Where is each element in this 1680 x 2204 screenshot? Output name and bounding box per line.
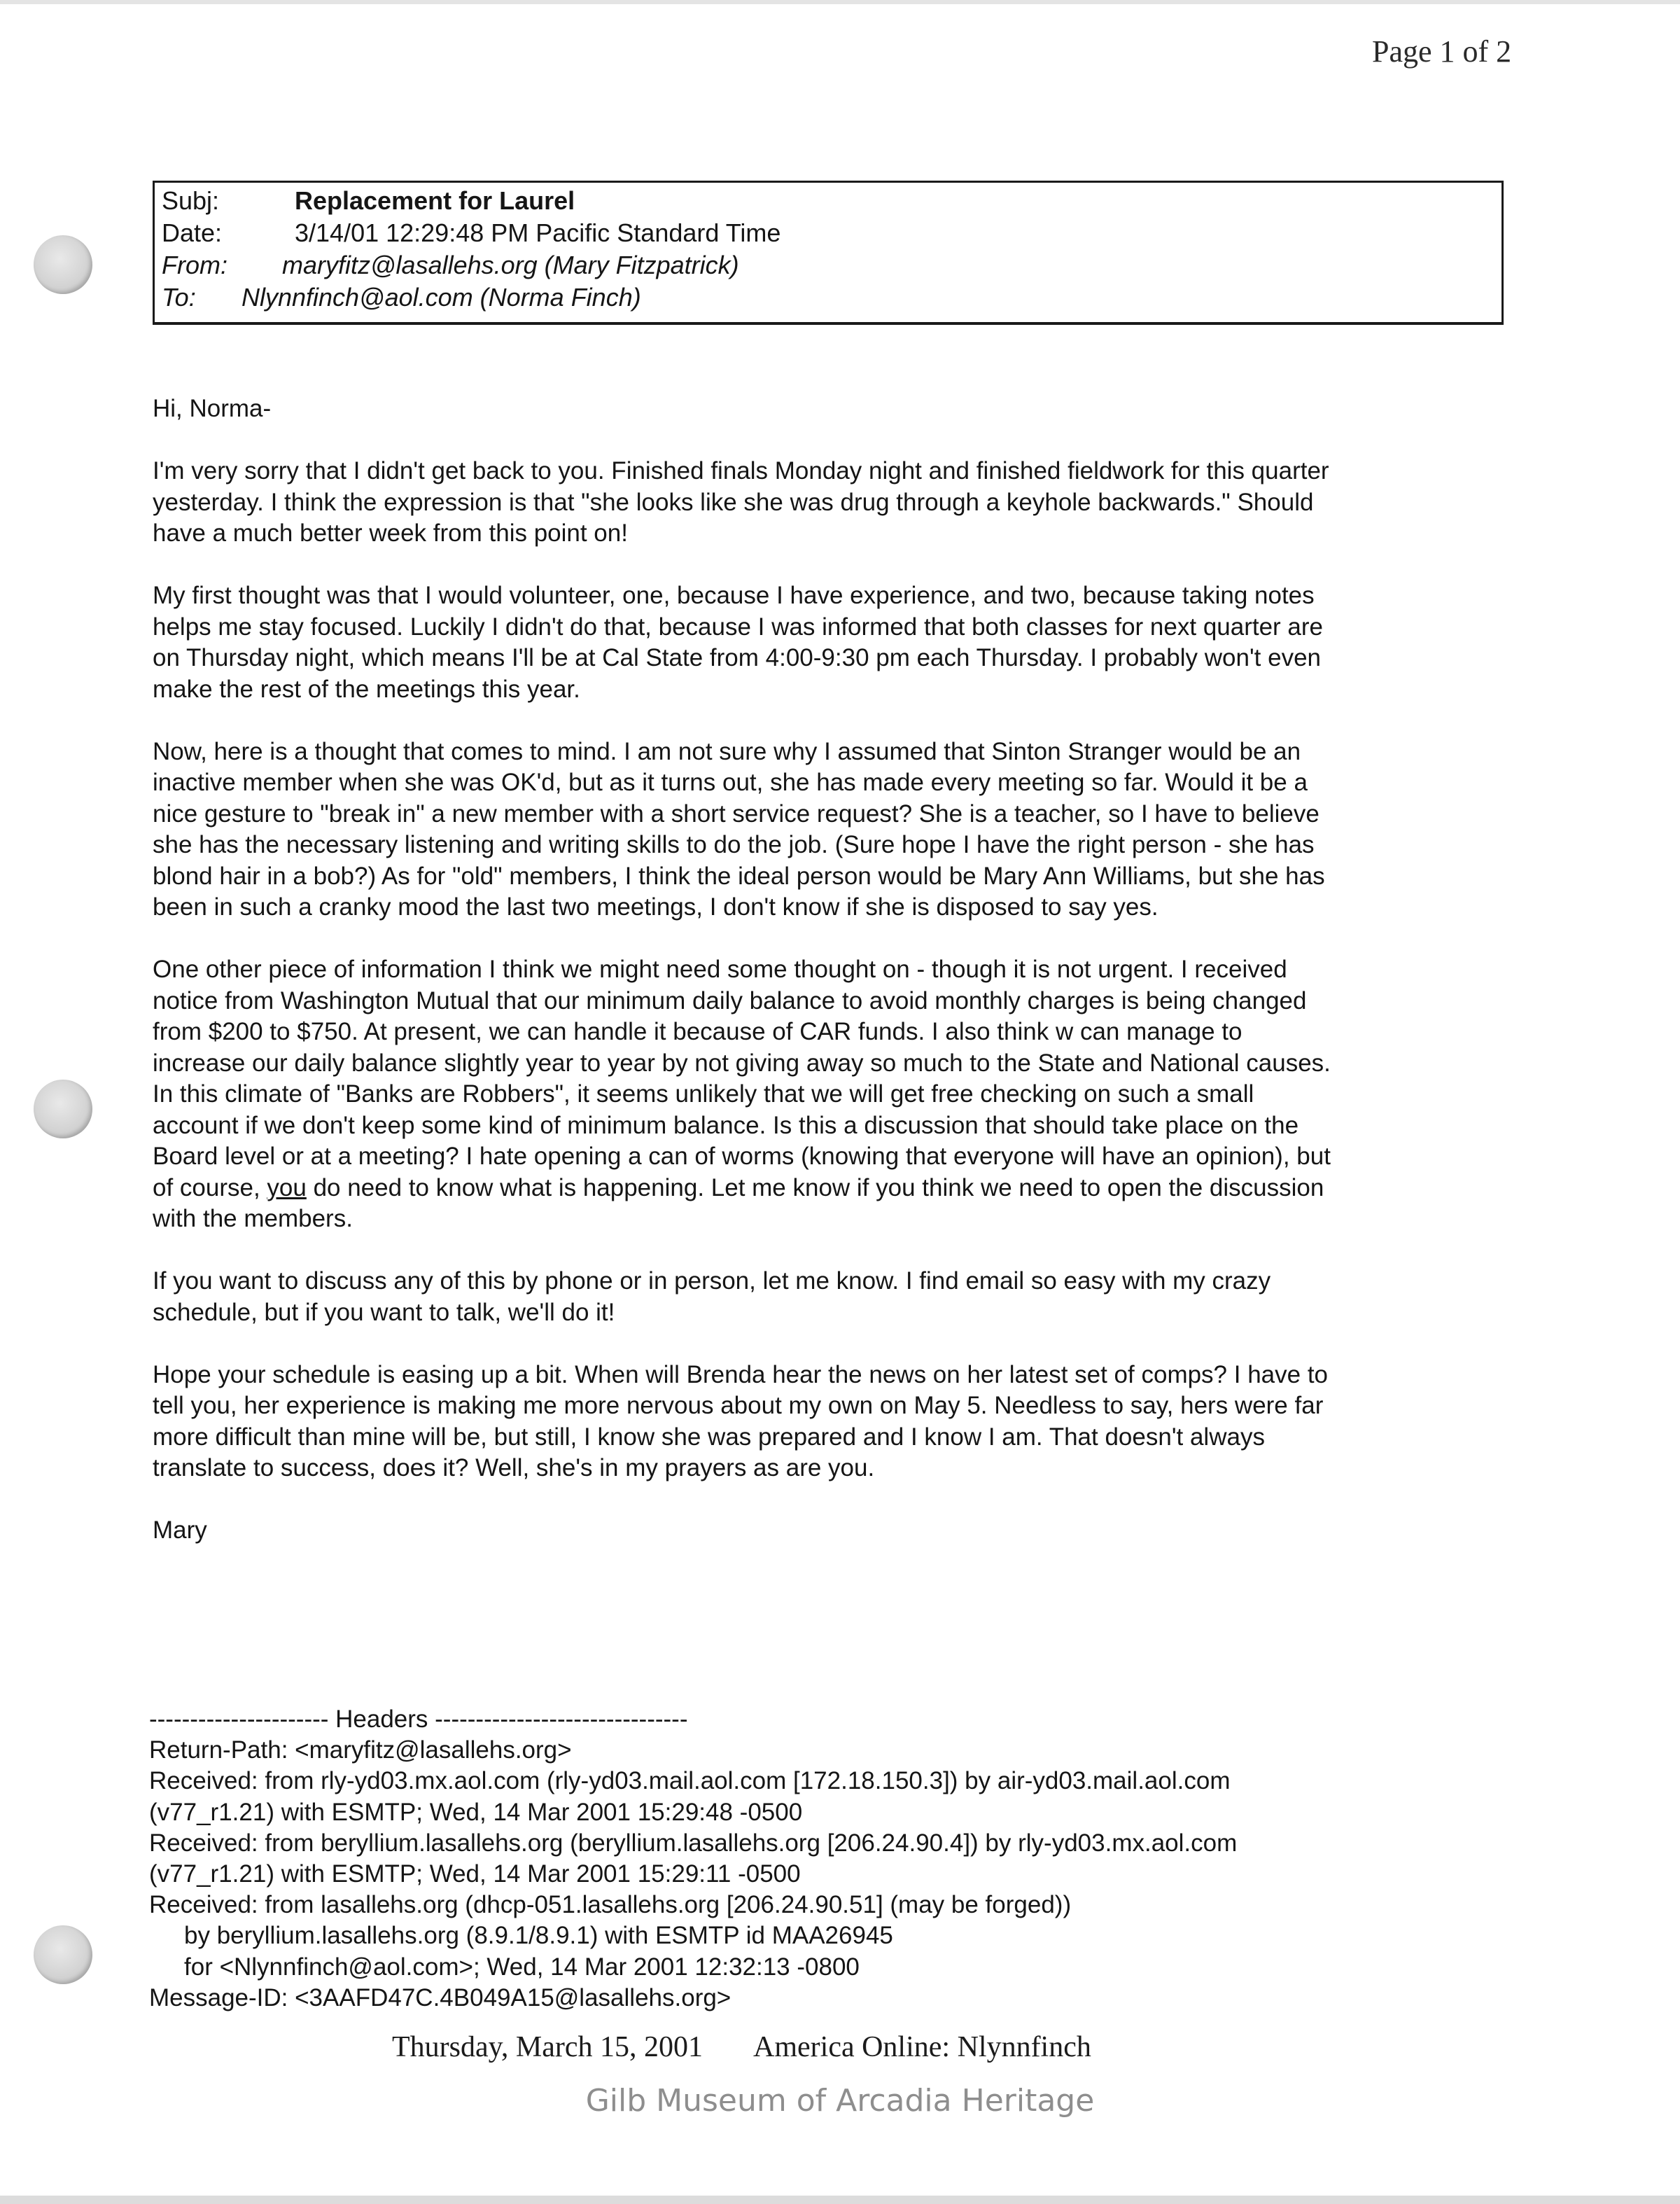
body-line: In this climate of "Banks are Robbers", it seems unlikely that we will get free checking on such a small <box>153 1080 1254 1108</box>
date-label: Date: <box>162 218 223 247</box>
body-line: increase our daily balance slightly year to year by not giving away so much to the State and National causes. <box>153 1049 1331 1077</box>
body-line: have a much better week from this point on! <box>153 519 628 547</box>
header-line: Received: from rly-yd03.mx.aol.com (rly-yd03.mail.aol.com [172.18.150.3]) by air-yd03.mail.aol.com <box>149 1767 1231 1795</box>
body-line <box>153 1173 1511 1204</box>
paragraph-4 <box>153 954 1511 1235</box>
body-line: account if we don't keep some kind of minimum balance. Is this a discussion that should take place on the <box>153 1111 1299 1139</box>
footer-date: Thursday, March 15, 2001 <box>392 2031 704 2063</box>
body-line: make the rest of the meetings this year. <box>153 675 580 703</box>
date-row <box>162 218 780 249</box>
headers-title: ---------------------- Headers ------------------------------- <box>149 1706 688 1733</box>
greeting <box>153 393 1511 425</box>
body-line: been in such a cranky mood the last two meetings, I don't know if she is disposed to say yes. <box>153 893 1158 921</box>
greeting-line: Hi, Norma- <box>153 395 272 422</box>
body-line: nice gesture to "break in" a new member with a short service request? She is a teacher, so I have to believe <box>153 800 1320 828</box>
body-line: from $200 to $750. At present, we can handle it because of CAR funds. I also think w can manage to <box>153 1018 1242 1045</box>
date-value: 3/14/01 12:29:48 PM Pacific Standard Time <box>295 218 781 247</box>
header-line: for <Nlynnfinch@aol.com>; Wed, 14 Mar 2001 12:32:13 -0800 <box>184 1953 860 1981</box>
from-row <box>162 250 739 281</box>
body-line: yesterday. I think the expression is that "she looks like she was drug through a keyhole backwards." Should <box>153 488 1314 516</box>
body-line: Hope your schedule is easing up a bit. When will Brenda hear the news on her latest set of comps? I have to <box>153 1360 1329 1388</box>
body-line: schedule, but if you want to talk, we'll do it! <box>153 1298 615 1326</box>
to-label: To: <box>162 283 196 312</box>
underlined-word: you <box>267 1173 307 1201</box>
body-line: I'm very sorry that I didn't get back to you. Finished finals Monday night and finished fieldwork for this quarter <box>153 457 1329 484</box>
subject-label: Subj: <box>162 186 220 215</box>
print-footer <box>392 2030 1091 2064</box>
email-body <box>153 393 1511 1577</box>
paragraph-1 <box>153 456 1511 550</box>
subject-row <box>162 186 575 216</box>
body-line: If you want to discuss any of this by phone or in person, let me know. I find email so easy with my crazy <box>153 1267 1271 1295</box>
page-edge-bottom <box>0 2196 1680 2204</box>
body-text-segment: do need to know what is happening. Let me know if you think we need to open the discussion <box>306 1173 1324 1201</box>
body-line: translate to success, does it? Well, she's in my prayers as are you. <box>153 1454 875 1481</box>
body-line: more difficult than mine will be, but still, I know she was prepared and I know I am. That doesn't always <box>153 1423 1265 1451</box>
body-line: with the members. <box>153 1205 353 1232</box>
museum-watermark: Gilb Museum of Arcadia Heritage <box>585 2083 1095 2119</box>
page-number: Page 1 of 2 <box>1372 34 1512 69</box>
paragraph-6 <box>153 1360 1511 1484</box>
header-line: Message-ID: <3AAFD47C.4B049A15@lasallehs.org> <box>149 1983 732 2011</box>
header-line: Received: from lasallehs.org (dhcp-051.lasallehs.org [206.24.90.51] (may be forged)) <box>149 1891 1072 1919</box>
paragraph-2 <box>153 580 1511 705</box>
from-label: From: <box>162 251 227 279</box>
body-line: Now, here is a thought that comes to mind. I am not sure why I assumed that Sinton Stranger would be an <box>153 737 1301 765</box>
body-line: notice from Washington Mutual that our minimum daily balance to avoid monthly charges is being changed <box>153 986 1307 1014</box>
body-line: tell you, her experience is making me more nervous about my own on May 5. Needless to say, hers were far <box>153 1392 1324 1419</box>
header-line: (v77_r1.21) with ESMTP; Wed, 14 Mar 2001 15:29:48 -0500 <box>149 1798 803 1826</box>
body-line: My first thought was that I would volunteer, one, because I have experience, and two, because taking notes <box>153 582 1315 609</box>
email-header-box <box>153 181 1504 325</box>
footer-service: America Online: Nlynnfinch <box>753 2031 1091 2063</box>
body-text-segment: of course, <box>153 1173 267 1201</box>
paragraph-5 <box>153 1266 1511 1328</box>
header-line: (v77_r1.21) with ESMTP; Wed, 14 Mar 2001 15:29:11 -0500 <box>149 1860 801 1888</box>
body-line: she has the necessary listening and writing skills to do the job. (Sure hope I have the right person - she has <box>153 831 1315 858</box>
page-edge-top <box>0 0 1680 4</box>
body-line: inactive member when she was OK'd, but as it turns out, she has made every meeting so far. Would it be a <box>153 769 1308 796</box>
binder-hole-icon <box>34 235 92 294</box>
paragraph-3 <box>153 737 1511 923</box>
from-value: maryfitz@lasallehs.org (Mary Fitzpatrick) <box>282 251 739 279</box>
to-row <box>162 282 641 313</box>
body-line: helps me stay focused. Luckily I didn't do that, because I was informed that both classes for next quarter are <box>153 613 1324 641</box>
binder-hole-icon <box>34 1080 92 1138</box>
header-line: Received: from beryllium.lasallehs.org (beryllium.lasallehs.org [206.24.90.4]) by rly-yd03.mx.aol.com <box>149 1829 1238 1857</box>
signature <box>153 1515 1511 1547</box>
body-line: Board level or at a meeting? I hate opening a can of worms (knowing that everyone will have an opinion), but <box>153 1143 1331 1170</box>
raw-headers <box>149 1704 1479 2014</box>
header-line: Return-Path: <maryfitz@lasallehs.org> <box>149 1736 572 1764</box>
header-line: by beryllium.lasallehs.org (8.9.1/8.9.1) with ESMTP id MAA26945 <box>184 1922 893 1950</box>
to-value: Nlynnfinch@aol.com (Norma Finch) <box>241 283 641 312</box>
binder-hole-icon <box>34 1925 92 1984</box>
body-line: One other piece of information I think we might need some thought on - though it is not urgent. I received <box>153 956 1287 983</box>
body-line: blond hair in a bob?) As for "old" members, I think the ideal person would be Mary Ann Williams, but she has <box>153 862 1325 890</box>
body-line: on Thursday night, which means I'll be at Cal State from 4:00-9:30 pm each Thursday. I probably won't even <box>153 644 1321 671</box>
signature-line: Mary <box>153 1516 207 1544</box>
subject-value: Replacement for Laurel <box>295 186 575 215</box>
